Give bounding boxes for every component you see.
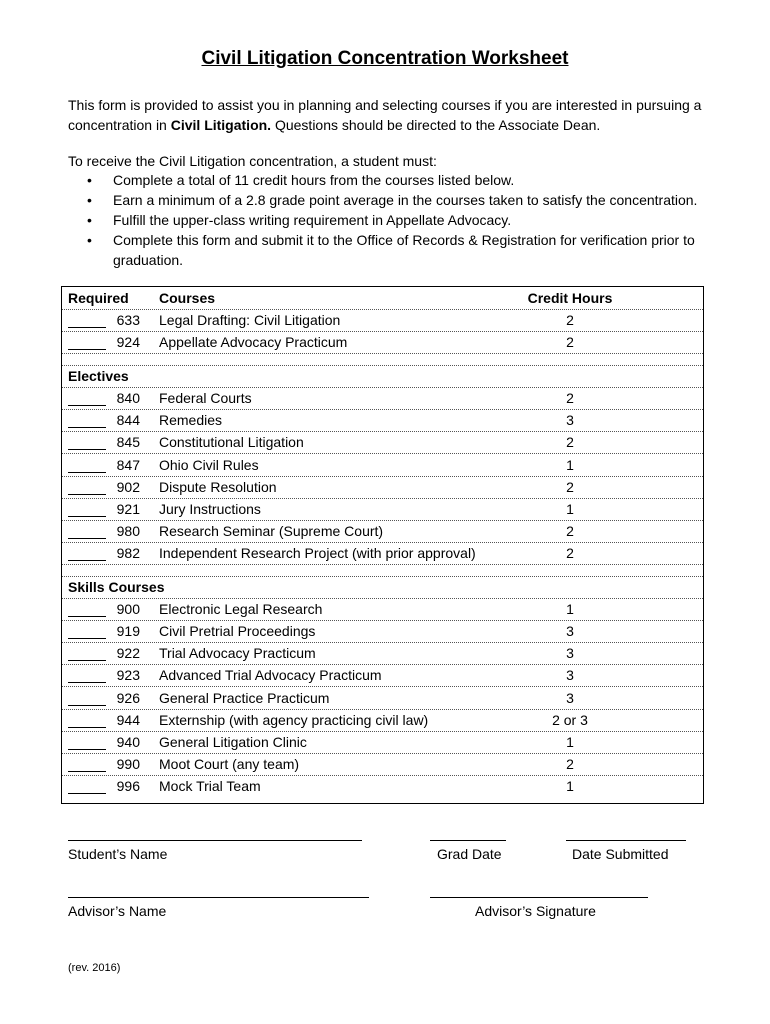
section-label: Electives	[68, 367, 129, 384]
grad-date-line[interactable]	[430, 840, 506, 841]
course-number: 996	[116, 778, 140, 795]
credit-hours: 3	[566, 645, 574, 662]
requirement-item	[68, 170, 718, 190]
course-number: 944	[116, 711, 140, 728]
course-number: 923	[116, 667, 140, 684]
table-row	[62, 775, 703, 797]
advisor-signature-label: Advisor’s Signature	[475, 903, 596, 919]
course-number: 924	[116, 334, 140, 351]
header-required: Required	[68, 290, 129, 306]
requirement-text: Fulfill the upper-class writing requirement in Appellate Advocacy.	[113, 212, 512, 228]
intro-text-2: Questions should be directed to the Associate Dean.	[271, 117, 601, 133]
credit-hours: 1	[566, 778, 574, 795]
credit-hours: 3	[566, 623, 574, 639]
table-row	[62, 731, 703, 754]
revision-note: (rev. 2016)	[68, 962, 121, 974]
bullet-icon: •	[87, 212, 92, 228]
course-name: Legal Drafting: Civil Litigation	[159, 312, 341, 329]
table-row	[62, 642, 703, 665]
bullet-icon: •	[87, 232, 92, 248]
table-row	[62, 664, 703, 687]
table-row	[62, 520, 703, 543]
table-row	[62, 709, 703, 732]
credit-hours: 2	[566, 312, 574, 329]
student-name-label: Student’s Name	[68, 846, 168, 862]
table-header-row	[62, 287, 703, 310]
course-number: 847	[116, 456, 140, 473]
course-name: Externship (with agency practicing civil law)	[159, 711, 429, 728]
credit-hours: 2	[566, 756, 574, 773]
course-name: Constitutional Litigation	[159, 434, 304, 451]
requirement-item	[68, 210, 718, 230]
table-row	[62, 387, 703, 410]
course-name: Dispute Resolution	[159, 478, 277, 495]
course-number: 921	[116, 500, 140, 517]
course-number: 926	[116, 689, 140, 706]
section-label: Skills Courses	[68, 578, 165, 595]
spacer-row	[62, 348, 703, 366]
course-name: Trial Advocacy Practicum	[159, 645, 316, 662]
credit-hours: 3	[566, 689, 574, 706]
credit-hours: 3	[566, 412, 574, 429]
credit-hours: 2	[566, 389, 574, 406]
bullet-icon: •	[87, 192, 92, 208]
credit-hours: 1	[566, 500, 574, 517]
credit-hours: 1	[566, 734, 574, 750]
credit-hours: 3	[566, 667, 574, 684]
course-name: Research Seminar (Supreme Court)	[159, 523, 384, 540]
course-name: Remedies	[159, 412, 223, 429]
intro-text-1: This form is provided to assist you in planning and selecting courses if you are interested in pursuing a concentration in	[68, 97, 702, 133]
course-name: Mock Trial Team	[159, 778, 261, 795]
course-name: Civil Pretrial Proceedings	[159, 623, 316, 639]
date-submitted-label: Date Submitted	[572, 846, 669, 862]
credit-hours: 1	[566, 600, 574, 617]
course-number: 982	[116, 545, 140, 562]
credit-hours: 2 or 3	[552, 711, 588, 728]
advisor-signature-line[interactable]	[430, 897, 648, 898]
table-row	[62, 431, 703, 454]
course-name: Moot Court (any team)	[159, 756, 300, 773]
credit-hours: 2	[566, 523, 574, 540]
requirement-item	[68, 230, 718, 270]
requirement-text: Complete this form and submit it to the Office of Records & Registration for verification prior to graduation.	[113, 232, 695, 268]
course-number: 633	[116, 312, 140, 329]
table-row	[62, 309, 703, 332]
student-name-line[interactable]	[68, 840, 362, 841]
section-row	[62, 365, 703, 388]
table-row	[62, 753, 703, 776]
table-row	[62, 409, 703, 432]
table-row	[62, 454, 703, 477]
course-number: 940	[116, 734, 140, 750]
course-table	[61, 286, 704, 804]
credit-hours: 2	[566, 478, 574, 495]
credit-hours: 2	[566, 545, 574, 562]
credit-hours: 2	[566, 434, 574, 451]
course-number: 980	[116, 523, 140, 540]
course-name: Electronic Legal Research	[159, 600, 323, 617]
spacer-row	[62, 559, 703, 577]
bullet-icon: •	[87, 172, 92, 188]
header-courses: Courses	[159, 290, 216, 306]
course-name: Appellate Advocacy Practicum	[159, 334, 348, 351]
table-row	[62, 476, 703, 499]
course-name: Ohio Civil Rules	[159, 456, 259, 473]
course-number: 990	[116, 756, 140, 773]
section-row	[62, 576, 703, 599]
course-name: General Litigation Clinic	[159, 734, 307, 750]
grad-date-label: Grad Date	[437, 846, 502, 862]
table-row	[62, 687, 703, 710]
table-row	[62, 498, 703, 521]
table-row	[62, 598, 703, 621]
course-name: Advanced Trial Advocacy Practicum	[159, 667, 382, 684]
credit-hours: 2	[566, 334, 574, 351]
header-credit-hours: Credit Hours	[527, 290, 613, 306]
course-name: General Practice Practicum	[159, 689, 330, 706]
intro-paragraph	[68, 95, 718, 135]
requirements-list	[68, 170, 718, 270]
course-number: 902	[116, 478, 140, 495]
advisor-name-line[interactable]	[68, 897, 369, 898]
course-number: 845	[116, 434, 140, 451]
course-name: Federal Courts	[159, 389, 252, 406]
requirement-text: Earn a minimum of a 2.8 grade point average in the courses taken to satisfy the concentration.	[113, 192, 698, 208]
date-submitted-line[interactable]	[566, 840, 686, 841]
advisor-name-label: Advisor’s Name	[68, 903, 167, 919]
credit-hours: 1	[566, 456, 574, 473]
course-name: Jury Instructions	[159, 500, 261, 517]
page-title: Civil Litigation Concentration Worksheet	[201, 48, 569, 69]
course-number: 840	[116, 389, 140, 406]
course-number: 919	[116, 623, 140, 639]
course-name: Independent Research Project (with prior approval)	[159, 545, 476, 562]
requirement-text: Complete a total of 11 credit hours from the courses listed below.	[113, 172, 515, 188]
intro-bold: Civil Litigation.	[170, 117, 272, 133]
course-number: 900	[116, 600, 140, 617]
course-number: 922	[116, 645, 140, 662]
requirement-item	[68, 190, 718, 210]
table-row	[62, 620, 703, 643]
course-number: 844	[116, 412, 140, 429]
requirements-lead: To receive the Civil Litigation concentration, a student must:	[68, 153, 437, 169]
